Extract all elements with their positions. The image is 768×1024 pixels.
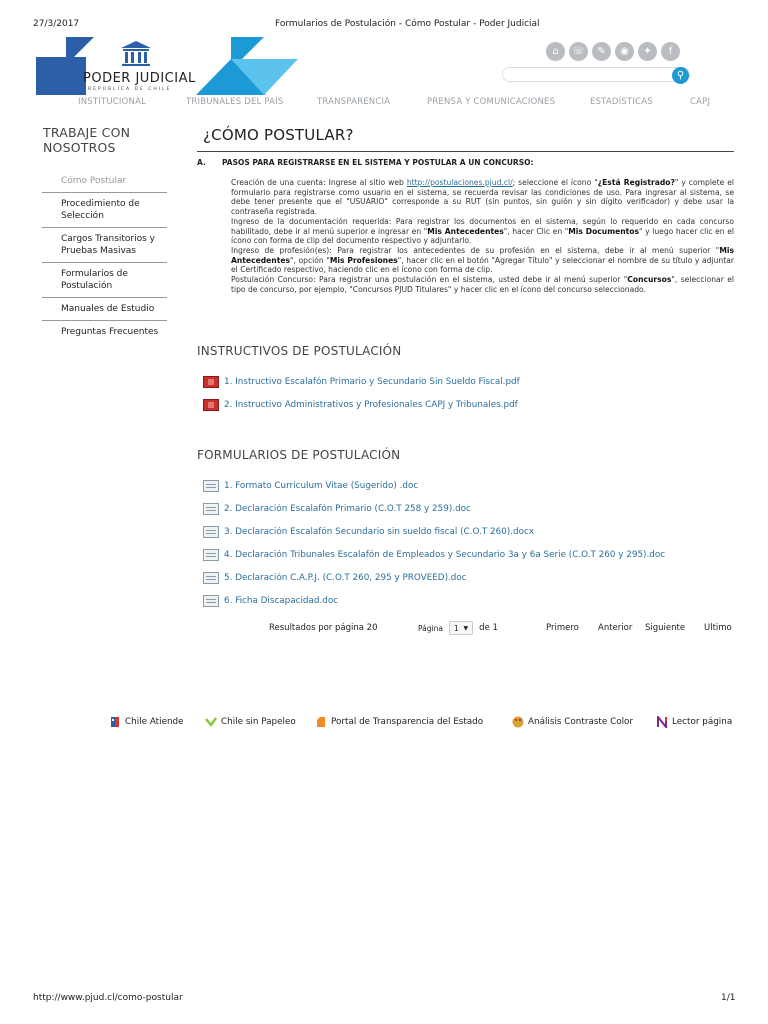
rss-icon[interactable]: ◉	[615, 42, 634, 61]
footer-link-contraste[interactable]: Análisis Contraste Color	[512, 716, 633, 728]
nav-estadisticas[interactable]: ESTADÍSTICAS	[590, 97, 653, 107]
pager-prev[interactable]: Anterior	[598, 623, 633, 633]
chile-sin-papeleo-icon	[205, 716, 217, 728]
list-item[interactable]	[203, 374, 520, 389]
formulario-link[interactable]: 2. Declaración Escalafón Primario (C.O.T 258 y 259).doc	[224, 503, 471, 514]
chile-atiende-icon	[109, 716, 121, 728]
sidebar-title: TRABAJE CON NOSOTROS	[43, 125, 131, 155]
sidebar-item-procedimiento[interactable]: Procedimiento de Selección	[42, 193, 167, 228]
search-icon[interactable]: ⚲	[672, 67, 689, 84]
page-selector	[418, 621, 498, 635]
formularios-list	[203, 478, 665, 608]
pager-next[interactable]: Siguiente	[645, 623, 686, 633]
step-title: PASOS PARA REGISTRARSE EN EL SISTEMA Y POSTULAR A UN CONCURSO:	[222, 158, 534, 167]
site-logo[interactable]	[36, 37, 301, 95]
print-page-number: 1/1	[721, 993, 736, 1003]
postulaciones-link[interactable]: http://postulaciones.pjud.cl/	[406, 178, 513, 187]
sidebar-item-formularios[interactable]: Formularios de Postulación	[42, 263, 167, 298]
main-nav	[0, 97, 768, 113]
pdf-file-icon	[203, 376, 219, 388]
sidebar-item-manuales[interactable]: Manuales de Estudio	[42, 298, 167, 321]
instructivo-link[interactable]: 2. Instructivo Administrativos y Profesionales CAPJ y Tribunales.pdf	[224, 399, 518, 410]
palette-icon	[512, 716, 524, 728]
footer-links	[109, 716, 734, 732]
pager-last[interactable]: Último	[704, 623, 732, 633]
formulario-link[interactable]: 5. Declaración C.A.P.J. (C.O.T 260, 295 y PROVEED).doc	[224, 572, 467, 583]
transparencia-icon	[315, 716, 327, 728]
list-item[interactable]	[203, 501, 665, 516]
formulario-link[interactable]: 6. Ficha Discapacidad.doc	[224, 595, 339, 606]
print-title: Formularios de Postulación - Cómo Postular - Poder Judicial	[275, 19, 540, 29]
doc-file-icon	[203, 549, 219, 561]
per-page-value[interactable]: 20	[366, 623, 378, 633]
footer-link-chile-sin-papeleo[interactable]: Chile sin Papeleo	[205, 716, 296, 728]
formularios-title: FORMULARIOS DE POSTULACIÓN	[197, 448, 401, 462]
page-select[interactable]: 1 ▼	[449, 621, 473, 635]
page-label: Página	[418, 623, 443, 633]
logo-text: PODER JUDICIAL	[83, 71, 196, 86]
list-item[interactable]	[203, 547, 665, 562]
footer-link-chile-atiende[interactable]: Chile Atiende	[109, 716, 184, 728]
sidebar-menu	[42, 170, 167, 343]
doc-file-icon	[203, 595, 219, 607]
edit-icon[interactable]: ✎	[592, 42, 611, 61]
doc-file-icon	[203, 572, 219, 584]
list-item[interactable]	[203, 478, 665, 493]
pdf-file-icon	[203, 399, 219, 411]
chevron-down-icon: ▼	[463, 624, 469, 632]
footer-link-transparencia[interactable]: Portal de Transparencia del Estado	[315, 716, 483, 728]
home-icon[interactable]: ⌂	[546, 42, 565, 61]
list-item[interactable]	[203, 570, 665, 585]
instructivos-list	[203, 374, 520, 412]
page-title: ¿CÓMO POSTULAR?	[203, 126, 354, 144]
formulario-link[interactable]: 1. Formato Curriculum Vitae (Sugerido) .doc	[224, 480, 419, 491]
title-divider	[197, 151, 734, 152]
nav-institucional[interactable]: INSTITUCIONAL	[78, 97, 147, 107]
doc-file-icon	[203, 480, 219, 492]
facebook-icon[interactable]: f	[661, 42, 680, 61]
sidebar-item-como-postular[interactable]: Cómo Postular	[42, 170, 167, 193]
list-item[interactable]	[203, 593, 665, 608]
nav-prensa[interactable]: PRENSA Y COMUNICACIONES	[427, 97, 556, 107]
logo-subtitle: REPÚBLICA DE CHILE	[88, 87, 172, 92]
nav-transparencia[interactable]: TRANSPARENCIA	[317, 97, 391, 107]
instructions-text	[231, 178, 734, 294]
list-item[interactable]	[203, 524, 665, 539]
social-links	[546, 42, 680, 61]
twitter-icon[interactable]: ✦	[638, 42, 657, 61]
sidebar-item-cargos[interactable]: Cargos Transitorios y Pruebas Masivas	[42, 228, 167, 263]
instructivos-title: INSTRUCTIVOS DE POSTULACIÓN	[197, 344, 402, 358]
contact-icon[interactable]: ☏	[569, 42, 588, 61]
doc-file-icon	[203, 503, 219, 515]
nav-capj[interactable]: CAPJ	[690, 97, 711, 107]
print-date: 27/3/2017	[33, 19, 80, 29]
step-letter: A.	[197, 158, 206, 167]
instruction-postulacion: Postulación Concurso: Para registrar una postulación en el sistema, usted debe ir al menú superior "Concursos", seleccionar el tipo de concurso, por ejemplo, "Concursos PJUD Titulares" y hacer clic en el ícono del concurso seleccionado.	[231, 275, 734, 294]
instructivo-link[interactable]: 1. Instructivo Escalafón Primario y Secundario Sin Sueldo Fiscal.pdf	[224, 376, 520, 387]
formulario-link[interactable]: 4. Declaración Tribunales Escalafón de Empleados y Secundario 3a y 6a Serie (C.O.T 260 y 295).doc	[224, 549, 666, 560]
formulario-link[interactable]: 3. Declaración Escalafón Secundario sin sueldo fiscal (C.O.T 260).docx	[224, 526, 535, 537]
per-page-label: Resultados por página 20	[269, 623, 378, 633]
print-url: http://www.pjud.cl/como-postular	[33, 993, 183, 1003]
lector-icon	[656, 716, 668, 728]
sidebar-item-preguntas[interactable]: Preguntas Frecuentes	[61, 327, 159, 337]
doc-file-icon	[203, 526, 219, 538]
instruction-cuenta: Creación de una cuenta: Ingrese al sitio web http://postulaciones.pjud.cl/; seleccione el ícono "¿Está Registrado?" y complete el formulario para registrarse como usuario en el sistema, se recuerda revisar las condiciones de uso. Para ingresar al sistema, se debe tener presente que el "USUARIO" corresponde a su RUT (sin puntos, sin guión y sin dígito verificador) y debe usar la contraseña registrada.	[231, 178, 734, 217]
instruction-profesion: Ingreso de profesión(es): Para registrar los antecedentes de su profesión en el sistema, debe ir al menú superior "Mis Antecedentes", opción "Mis Profesiones", hacer clic en el botón "Agregar Título" y seleccionar el nombre de su título y adjuntar el Certificado respectivo, haciendo clic en el ícono con forma de clip.	[231, 245, 734, 275]
footer-link-lector[interactable]: Lector página	[656, 716, 732, 728]
instruction-documentacion: Ingreso de la documentación requerida: Para registrar los documentos en el sistema, según lo requerido en cada concurso habilitado, debe ir al menú superior e ingresar en "Mis Antecedentes", hacer Clic en "Mis Documentos" y luego hacer clic en el ícono con forma de clip del documento respectivo y adjuntarlo.	[231, 216, 734, 246]
nav-tribunales[interactable]: TRIBUNALES DEL PAÍS	[186, 97, 284, 107]
search-input[interactable]	[502, 67, 690, 82]
page-of-label: de 1	[479, 623, 498, 633]
pager-first[interactable]: Primero	[546, 623, 579, 633]
list-item[interactable]	[203, 397, 520, 412]
